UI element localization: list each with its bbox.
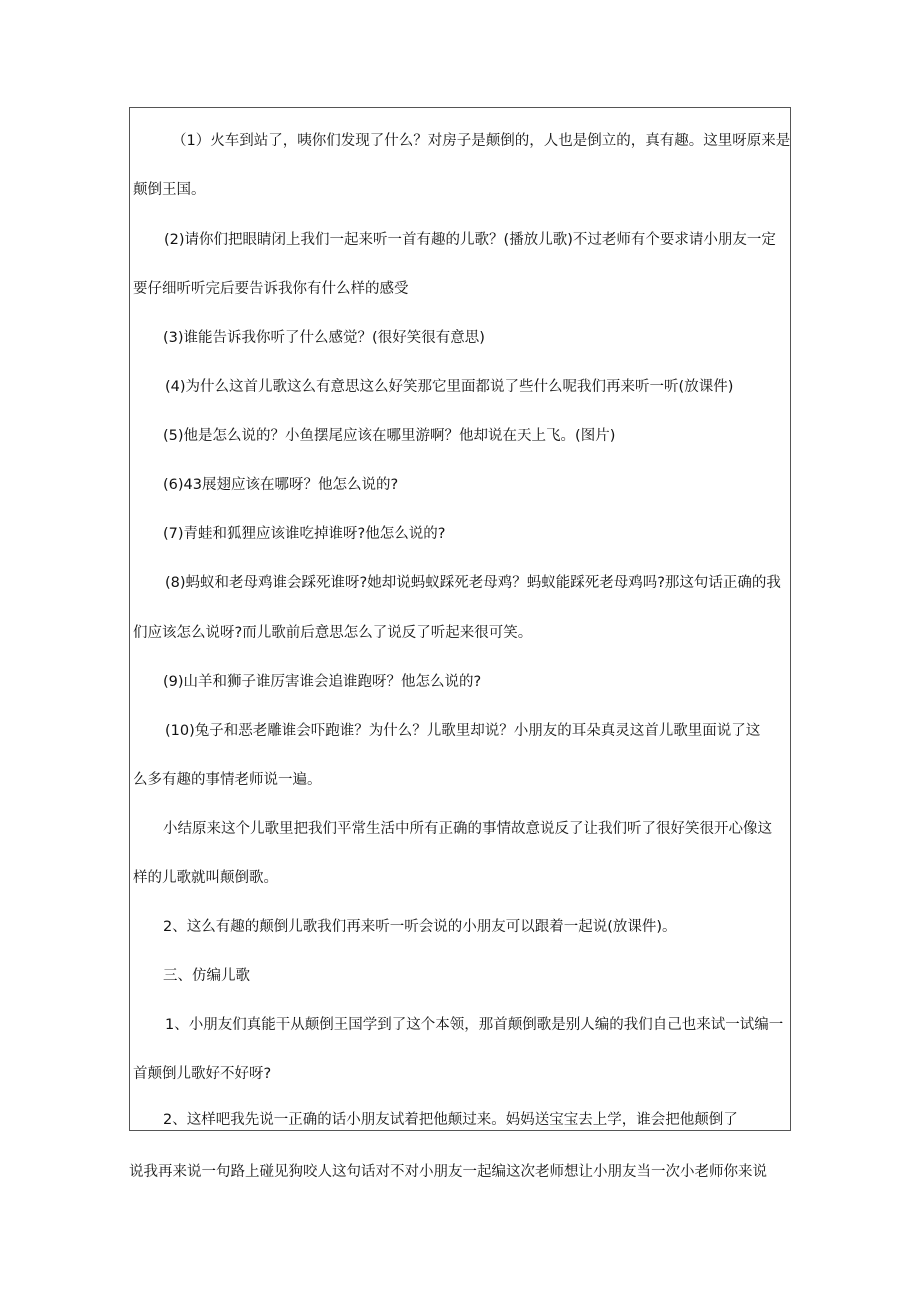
paragraph-line: (2)请你们把眼睛闭上我们一起来听一首有趣的儿歌？(播放儿歌)不过老师有个要求请小朋友一定	[164, 232, 776, 248]
paragraph-line: 2、这么有趣的颠倒儿歌我们再来听一听会说的小朋友可以跟着一起说(放课件)。	[163, 919, 677, 935]
paragraph-line: 要仔细听听完后要告诉我你有什么样的感受	[133, 281, 409, 297]
paragraph-line: 2、这样吧我先说一正确的话小朋友试着把他颠过来。妈妈送宝宝去上学，谁会把他颠倒了	[163, 1112, 738, 1128]
paragraph-line: 们应该怎么说呀?而儿歌前后意思怎么了说反了听起来很可笑。	[133, 625, 533, 641]
paragraph-line: 1、小朋友们真能干从颠倒王国学到了这个本领，那首颠倒歌是别人编的我们自己也来试一试编一	[165, 1017, 784, 1033]
paragraph-line: 么多有趣的事情老师说一遍。	[133, 772, 322, 788]
paragraph-line: 颠倒王国。	[133, 182, 206, 198]
paragraph-line: 小结原来这个儿歌里把我们平常生活中所有正确的事情故意说反了让我们听了很好笑很开心像这	[163, 821, 772, 837]
paragraph-line: (5)他是怎么说的？小鱼摆尾应该在哪里游啊？他却说在天上飞。(图片)	[163, 428, 616, 444]
paragraph-line: 样的儿歌就叫颠倒歌。	[133, 870, 278, 886]
paragraph-line: (7)青蛙和狐狸应该谁吃掉谁呀?他怎么说的?	[163, 526, 446, 542]
paragraph-line: (4)为什么这首儿歌这么有意思这么好笑那它里面都说了些什么呢我们再来听一听(放课件)	[165, 379, 734, 395]
paragraph-line: 首颠倒儿歌好不好呀?	[133, 1066, 272, 1082]
footer-paragraph-line: 说我再来说一句路上碰见狗咬人这句话对不对小朋友一起编这次老师想让小朋友当一次小老师你来说	[129, 1164, 767, 1180]
paragraph-line: (9)山羊和狮子谁厉害谁会追谁跑呀？他怎么说的?	[163, 674, 482, 690]
paragraph-line: (6)43展翅应该在哪呀？他怎么说的?	[163, 477, 399, 493]
paragraph-line: (3)谁能告诉我你听了什么感觉？(很好笑很有意思)	[163, 330, 485, 346]
paragraph-line: (8)蚂蚁和老母鸡谁会踩死谁呀?她却说蚂蚁踩死老母鸡？蚂蚁能踩死老母鸡吗?那这句话正确的我	[165, 575, 781, 591]
paragraph-line: （1）火车到站了，咦你们发现了什么？对房子是颠倒的，人也是倒立的，真有趣。这里呀原来是	[172, 133, 791, 149]
section-heading: 三、仿编儿歌	[163, 968, 250, 984]
paragraph-line: (10)兔子和恶老雕谁会吓跑谁？为什么？儿歌里却说？小朋友的耳朵真灵这首儿歌里面说了这	[165, 723, 761, 739]
